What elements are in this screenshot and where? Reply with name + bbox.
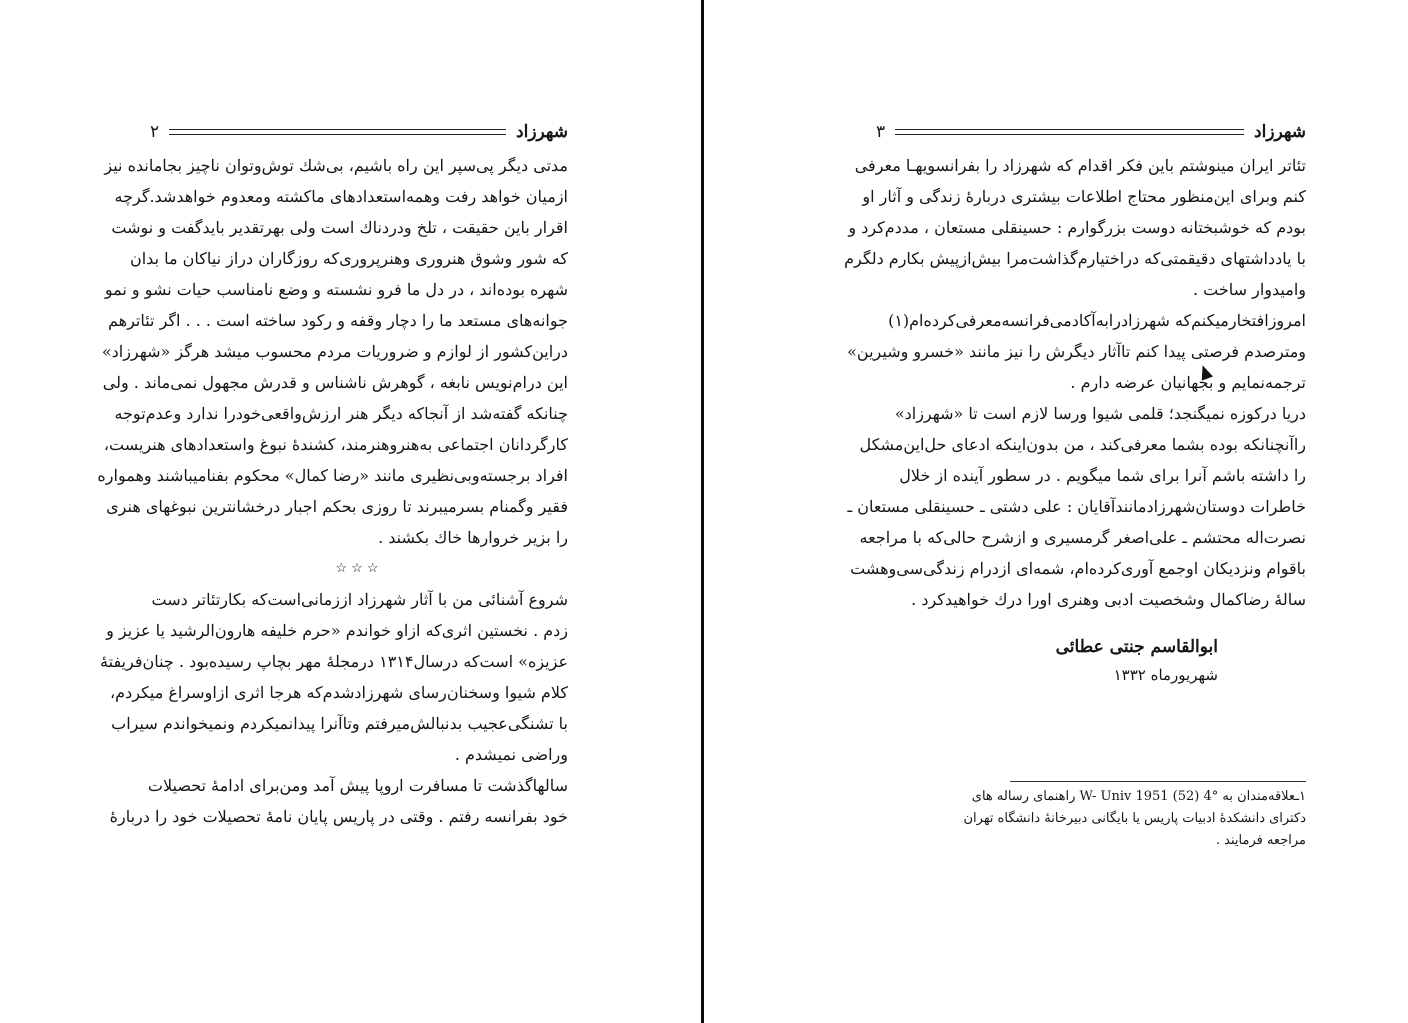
signature-date: شهریورماه ۱۳۳۲: [1113, 666, 1218, 684]
left-page-body: [97, 150, 568, 832]
text-line: زدم . نخستین اثری‌که ازاو خواندم «حرم خلیفه هارون‌الرشید یا عزیز و: [106, 621, 568, 640]
text-line: با تشنگی‌عجیب بدنبالش‌میرفتم وتاآنرا پیدانمیکردم ونمیخواندم سیراب: [111, 714, 568, 733]
text-line: شهره بوده‌اند ، در دل ما فرو نشسته و وضع نامناسب حیات نشو و نمو: [104, 280, 568, 299]
text-line: مدتی دیگر پی‌سپر این راه باشیم، بی‌شك توش‌وتوان ناچیز بجامانده نیز: [104, 156, 568, 175]
signature-block: [918, 632, 1218, 688]
left-header-rule: [169, 129, 506, 135]
right-header-rule: [895, 129, 1244, 135]
text-line: که شور وشوق هنروری وهنرپروری‌که روزگاران دراز نیاکان ما بدان: [129, 249, 568, 268]
text-line: نصرت‌اله محتشم ـ علی‌اصغر گرمسیری و ازشرح حالی‌که با مراجعه: [859, 528, 1306, 547]
text-line: چنانکه گفته‌شد از آنجاکه دیگر هنر ارزش‌واقعی‌خودرا ندارد وعدم‌توجه: [114, 404, 568, 423]
text-line: افراد برجسته‌وبی‌نظیری مانند «رضا کمال» محکوم بفنامیباشند وهمواره: [97, 466, 568, 485]
text-line: خاطرات دوستان‌شهرزادمانند‌آقایان : علی دشتی ـ حسینقلی مستعان ـ: [847, 497, 1306, 516]
text-line: سالهاگذشت تا مسافرت اروپا پیش آمد ومن‌برای ادامهٔ تحصیلات: [147, 776, 568, 795]
text-line: اقرار باین حقیقت ، تلخ ودردناك است ولی بهرتقدیر بایدگفت و نوشت: [111, 218, 568, 237]
text-line: باقوام ونزدیکان اوجمع آوری‌کرده‌ام، شمه‌ای ازدرام زندگی‌سی‌وهشت: [850, 559, 1306, 578]
text-line: این درام‌نویس نابغه ، گوهرش ناشناس و قدرش مجهول نمی‌ماند . ولی: [102, 373, 568, 392]
text-line: کلام شیوا وسخنان‌رسای شهرزادشدم‌که هرجا اثری ازاوسراغ میکردم،: [110, 683, 568, 702]
text-line: امروزافتخارمیکنم‌که شهرزادرابه‌آکادمی‌فرانسه‌معرفی‌کرده‌ام(۱): [888, 311, 1306, 330]
text-line: سالهٔ رضاکمال وشخصیت ادبی وهنری اورا درك خواهیدکرد .: [911, 590, 1306, 609]
left-page-header: [150, 122, 568, 142]
right-page-number: ۳: [876, 122, 886, 142]
text-line: ازمیان خواهد رفت وهمه‌استعدادهای ماکشته ومعدوم خواهدشد.گرچه: [114, 187, 568, 206]
right-page-body: [844, 150, 1306, 615]
author-signature: ابوالقاسم جنتی عطائی: [1055, 637, 1218, 657]
text-line: با یادداشتهای دقیقمتی‌که دراختیارم‌گذاشت‌مرا بیش‌ازپیش بکارم دلگرم: [844, 249, 1306, 268]
left-page-number: ۲: [150, 122, 160, 142]
book-spine: [701, 0, 704, 1023]
text-line: خود بفرانسه رفتم . وقتی در پاریس پایان نامهٔ تحصیلات خود را دربارهٔ: [109, 807, 568, 826]
text-line: را بزیر خروارها خاك بکشند .: [378, 528, 568, 547]
right-page-header: [876, 122, 1306, 142]
text-line: ترجمه‌نمایم و بجهانیان عرضه دارم .: [1070, 373, 1306, 392]
text-line: کنم وبرای این‌منظور محتاج اطلاعات بیشتری دربارهٔ زندگی و آثار او: [862, 187, 1306, 206]
footnote-line: ۱ـعلاقه‌مندان به W- Univ 1951 (52) 4° راهنمای رساله های: [971, 789, 1306, 804]
footnote: [878, 786, 1306, 852]
left-running-head: شهرزاد: [516, 122, 568, 142]
footnote-line: مراجعه فرمایند .: [1215, 833, 1306, 848]
text-line: را داشته باشم آنرا برای شما میگویم . در سطور آینده از خلال: [899, 466, 1306, 485]
text-line: فقیر وگمنام بسرمیبرند تا روزی بحکم اجبار درخشانترین نبوغهای هنری: [106, 497, 568, 516]
text-line: وامیدوار ساخت .: [1192, 280, 1306, 299]
text-line: جوانه‌های مستعد ما را دچار وقفه و رکود ساخته است . . . اگر تئاترهم: [107, 311, 568, 330]
section-divider-stars: ☆☆☆: [335, 561, 383, 576]
text-line: عزیزه» است‌که درسال۱۳۱۴ درمجلهٔ مهر بچاپ رسیده‌بود . چنان‌فریفتهٔ: [100, 652, 568, 671]
footnote-rule: [1010, 781, 1306, 782]
text-line: کارگردانان اجتماعی به‌هنروهنرمند، کشندهٔ نبوغ واستعدادهای هنریست،: [103, 435, 568, 454]
text-line: تئاتر ایران مینوشتم باین فکر اقدام که شهرزاد را بفرانسویهـا معرفی: [854, 156, 1306, 175]
right-running-head: شهرزاد: [1254, 122, 1306, 142]
text-line: بودم که خوشبختانه دوست بزرگوارم : حسینقلی مستعان ، مددم‌کرد و: [848, 218, 1306, 237]
text-line: دریا درکوزه نمیگنجد؛ قلمی شیوا ورسا لازم است تا «شهرزاد»: [894, 404, 1306, 423]
text-line: وراضی نمیشدم .: [454, 745, 568, 764]
footnote-line: دکترای دانشکدهٔ ادبیات پاریس یا بایگانی دبیرخانهٔ دانشگاه تهران: [963, 811, 1306, 826]
text-line: ومترصدم فرصتی پیدا کنم تاآثار دیگرش را نیز مانند «خسرو وشیرین»: [847, 342, 1306, 361]
text-line: دراین‌کشور از لوازم و ضروریات مردم محسوب میشد هرگز «شهرزاد»: [101, 342, 568, 361]
text-line: راآنچنانکه بوده بشما معرفی‌کند ، من بدون‌اینکه ادعای حل‌این‌مشکل: [859, 435, 1306, 454]
text-line: شروع آشنائی من با آثار شهرزاد اززمانی‌است‌که بکارتئاتر دست: [151, 590, 568, 609]
